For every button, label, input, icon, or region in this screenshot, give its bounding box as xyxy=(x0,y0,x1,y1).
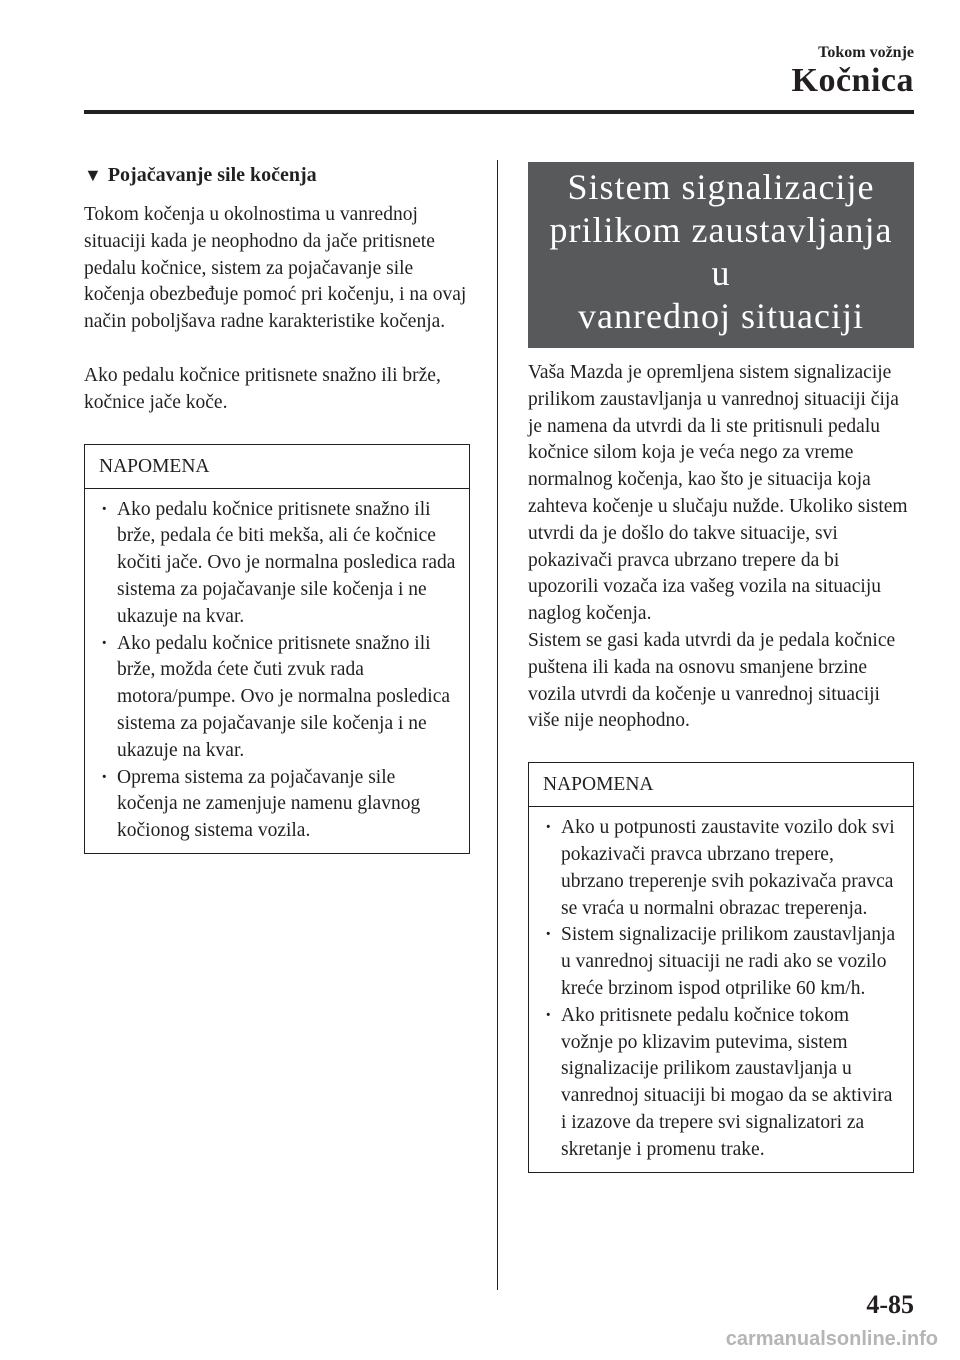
note-item-text: Ako pedalu kočnice pritisnete snažno ili brže, pedala će biti mekša, ali će kočnice kočiti jače. Ovo je normalna posledica rada sistema za pojačavanje sile kočenja i ne ukazuje na kvar. xyxy=(117,498,456,627)
note-item xyxy=(541,1003,901,1164)
note-box xyxy=(84,444,470,854)
section-banner xyxy=(528,162,914,348)
note-item xyxy=(541,922,901,1002)
page-number: 4-85 xyxy=(866,1290,914,1319)
bullet-icon: · xyxy=(545,1004,552,1026)
bullet-icon: · xyxy=(101,632,108,654)
paragraph: Tokom kočenja u okolnostima u vanrednoj situaciji kada je neophodno da jače pritisnete pedalu kočnice, sistem za pojačavanje sile kočenja obezbeđuje pomoć pri kočenju, i na ovaj način poboljšava radne karakteristike kočenja. xyxy=(84,204,467,333)
note-list xyxy=(85,489,469,853)
banner-line: vanrednoj situaciji xyxy=(578,296,864,336)
note-heading: NAPOMENA xyxy=(85,445,469,489)
section-title: Tokom vožnje xyxy=(818,44,914,61)
watermark: carmanualsonline.info xyxy=(725,1328,938,1350)
banner-line: prilikom zaustavljanja u xyxy=(549,210,893,293)
bullet-icon: · xyxy=(545,924,552,946)
note-heading: NAPOMENA xyxy=(529,763,913,807)
subheading xyxy=(84,162,470,188)
bullet-icon: · xyxy=(101,766,108,788)
note-item xyxy=(97,631,457,765)
paragraph: Vaša Mazda je opremljena sistem signalizacije prilikom zaustavljanja u vanrednoj situaciji čija je namena da utvrdi da li ste pritisnuli pedalu kočnice silom koja je veća nego za vreme normalnog kočenja, kao što je situacija koja zahteva kočenje u slučaju nužde. Ukoliko sistem utvrdi da je došlo do takve situacije, svi pokazivači pravca ubrzano trepere da bi upozorili vozača iza vašeg vozila na situaciju naglog kočenja. xyxy=(528,362,908,625)
page-title: Kočnica xyxy=(791,62,914,99)
note-box xyxy=(528,762,914,1172)
note-item-text: Ako u potpunosti zaustavite vozilo dok svi pokazivači pravca ubrzano trepere, ubrzano treperenje svih pokazivača pravca se vraća u normalni obrazac treperenja. xyxy=(561,817,895,919)
column-divider xyxy=(497,160,498,1290)
note-item-text: Sistem signalizacije prilikom zaustavljanja u vanrednoj situaciji ne radi ako se vozilo kreće brzinom ispod otprilike 60 km/h. xyxy=(561,924,896,999)
bullet-icon: · xyxy=(101,498,108,520)
subheading-text: Pojačavanje sile kočenja xyxy=(107,164,317,186)
paragraph: Sistem se gasi kada utvrdi da je pedala kočnice puštena ili kada na osnovu smanjene brzine vozila utvrdi da kočenje u vanrednoj situaciji više nije neophodno. xyxy=(528,629,896,732)
left-column xyxy=(84,162,470,854)
note-item xyxy=(541,815,901,922)
note-item xyxy=(97,765,457,845)
banner-line: Sistem signalizacije xyxy=(567,167,875,207)
header-divider xyxy=(84,110,914,114)
note-item xyxy=(97,497,457,631)
note-item-text: Ako pritisnete pedalu kočnice tokom vožnje po klizavim putevima, sistem signalizacije prilikom zaustavljanja u vanrednoj situaciji bi mogao da se aktivira i izazove da trepere svi signalizatori za skretanje i promenu trake. xyxy=(561,1004,893,1160)
note-list xyxy=(529,807,913,1171)
note-item-text: Oprema sistema za pojačavanje sile kočenja ne zamenjuje namenu glavnog kočionog sistema vozila. xyxy=(117,766,421,842)
note-item-text: Ako pedalu kočnice pritisnete snažno ili brže, možda ćete čuti zvuk rada motora/pumpe. Ovo je normalna posledica sistema za pojačavanje sile kočenja i ne ukazuje na kvar. xyxy=(117,632,451,761)
down-triangle-icon: ▼ xyxy=(84,165,102,185)
paragraph: Ako pedalu kočnice pritisnete snažno ili brže, kočnice jače koče. xyxy=(84,364,441,413)
right-column xyxy=(528,162,914,1173)
bullet-icon: · xyxy=(545,817,552,839)
